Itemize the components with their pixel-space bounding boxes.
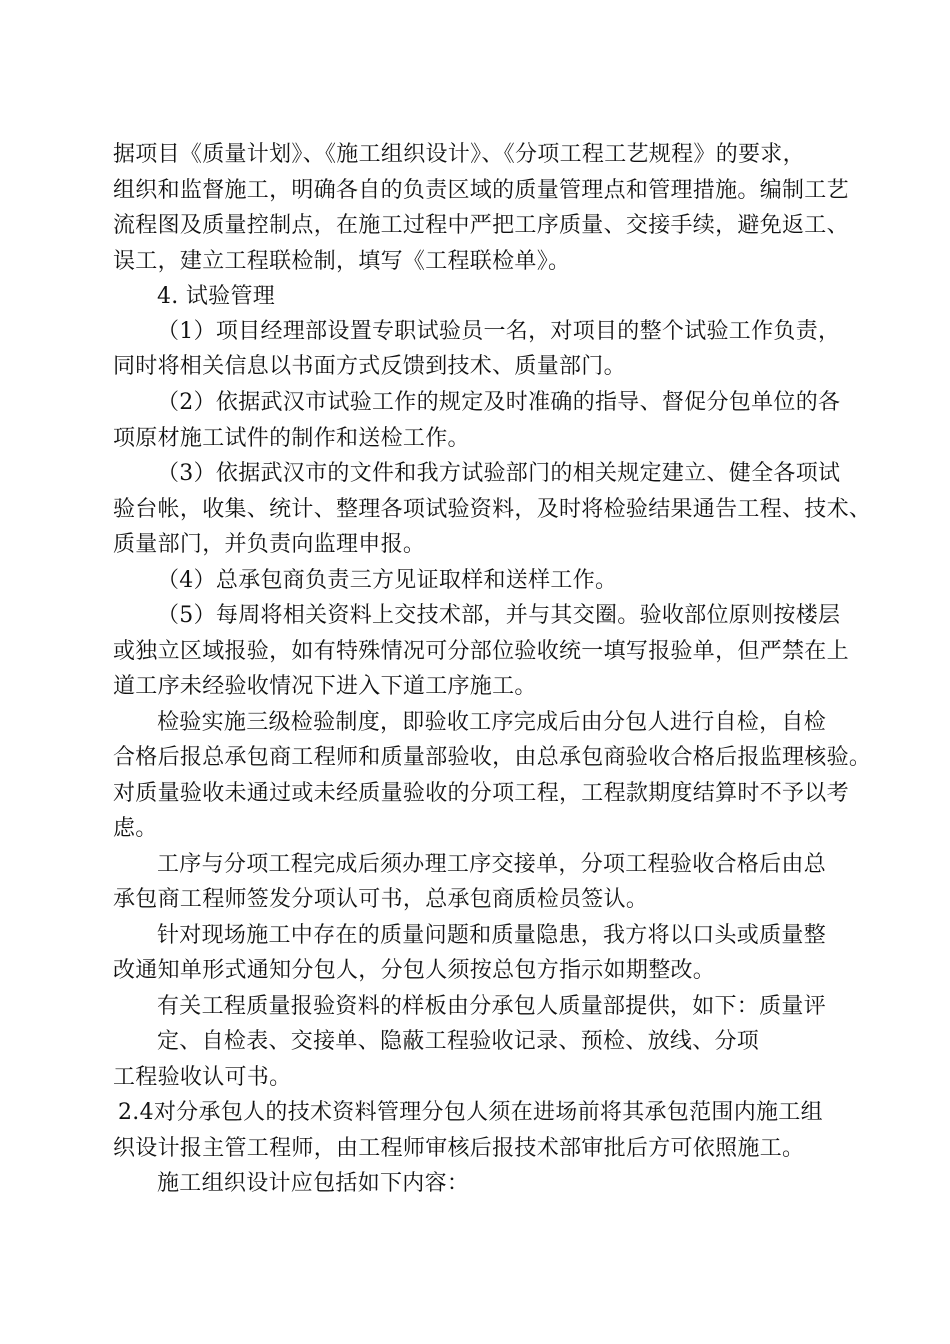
text-line: （5）每周将相关资料上交技术部，并与其交圈。验收部位原则按楼层 [157, 603, 841, 628]
text-line: （3）依据武汉市的文件和我方试验部门的相关规定建立、健全各项试 [157, 461, 841, 486]
text-line: 项原材施工试件的制作和送检工作。 [113, 426, 470, 451]
text-line: 工程验收认可书。 [113, 1065, 292, 1090]
text-line: 2.4对分承包人的技术资料管理分包人须在进场前将其承包范围内施工组 [118, 1100, 823, 1125]
text-line: （4）总承包商负责三方见证取样和送样工作。 [157, 568, 618, 593]
text-line: 据项目《质量计划》、《施工组织设计》、《分项工程工艺规程》的要求， [113, 142, 805, 167]
text-line: 改通知单形式通知分包人，分包人须按总包方指示如期整改。 [113, 958, 716, 983]
text-line: 施工组织设计应包括如下内容： [157, 1171, 470, 1196]
text-line: 或独立区域报验，如有特殊情况可分部位验收统一填写报验单，但严禁在上 [113, 639, 849, 664]
text-line: 验台帐，收集、统计、整理各项试验资料，及时将检验结果通告工程、技术、 [113, 497, 872, 522]
text-line: 检验实施三级检验制度，即验收工序完成后由分包人进行自检，自检 [157, 710, 827, 735]
text-line: 有关工程质量报验资料的样板由分承包人质量部提供，如下：质量评 [157, 994, 827, 1019]
text-line: 组织和监督施工，明确各自的负责区域的质量管理点和管理措施。编制工艺 [113, 178, 849, 203]
text-line: 虑。 [113, 816, 158, 841]
text-line: 工序与分项工程完成后须办理工序交接单，分项工程验收合格后由总 [157, 852, 827, 877]
text-line: 同时将相关信息以书面方式反馈到技术、质量部门。 [113, 354, 626, 379]
section-heading: 4. 试验管理 [157, 284, 276, 309]
text-line: 织设计报主管工程师，由工程师审核后报技术部审批后方可依照施工。 [113, 1136, 805, 1161]
text-line: （2）依据武汉市试验工作的规定及时准确的指导、督促分包单位的各 [157, 390, 841, 415]
text-line: 合格后报总承包商工程师和质量部验收，由总承包商验收合格后报监理核验。 [113, 745, 872, 770]
text-line: 质量部门，并负责向监理申报。 [113, 532, 426, 557]
text-line: 针对现场施工中存在的质量问题和质量隐患，我方将以口头或质量整 [157, 923, 827, 948]
text-line: 道工序未经验收情况下进入下道工序施工。 [113, 674, 537, 699]
text-line: 承包商工程师签发分项认可书，总承包商质检员签认。 [113, 887, 649, 912]
text-line: （1）项目经理部设置专职试验员一名，对项目的整个试验工作负责， [157, 319, 841, 344]
text-line: 流程图及质量控制点，在施工过程中严把工序质量、交接手续，避免返工、 [113, 213, 849, 238]
text-line: 对质量验收未通过或未经质量验收的分项工程，工程款期度结算时不予以考 [113, 781, 849, 806]
text-line: 定、自检表、交接单、隐蔽工程验收记录、预检、放线、分项 [157, 1029, 760, 1054]
text-line: 误工，建立工程联检制，填写《工程联检单》。 [113, 249, 571, 274]
